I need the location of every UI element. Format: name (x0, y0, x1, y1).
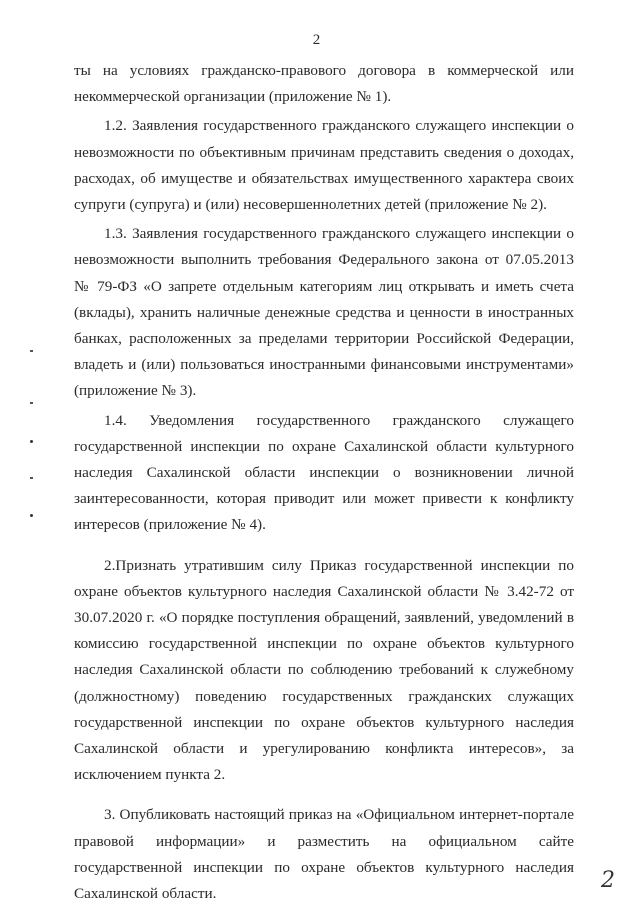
paragraph-1-3: 1.3. Заявления государственного гражданского служащего инспекции о невозможности выполнить требования Федерального закона от 07.05.2013 № 79-ФЗ «О запрете отдельным категориям лиц открывать и иметь счета (вклады), хранить наличные денежные средства и ценности в иностранных банках, расположенных за пределами территории Российской Федерации, владеть и (или) пользоваться иностранными финансовыми инструментами» (приложение № 3). (74, 225, 574, 400)
margin-dot (30, 514, 33, 517)
margin-dot (30, 440, 33, 443)
page-number: 2 (312, 32, 321, 48)
paragraph-2: 2.Признать утратившим силу Приказ государственной инспекции по охране объектов культурного наследия Сахалинской области № 3.42-72 от 30.07.2020 г. «О порядке поступления обращений, заявлений, уведомлений в комиссию государственной инспекции по охране объектов культурного наследия Сахалинской области по соблюдению требований к служебному (должностному) поведению государственных гражданских служащих государственной инспекции по охране объектов культурного наследия Сахалинской области и урегулированию конфликта интересов», за исключением пункта 2. (74, 556, 574, 784)
margin-mark (30, 402, 33, 404)
paragraph-continuation: ты на условиях гражданско-правового договора в коммерческой или некоммерческой организации (приложение № 1). (74, 62, 574, 106)
document-body (74, 58, 574, 910)
margin-mark (30, 477, 33, 479)
handwritten-page-mark: 2 (601, 868, 615, 893)
paragraph-1-2: 1.2. Заявления государственного гражданского служащего инспекции о невозможности по объективным причинам представить сведения о доходах, расходах, об имуществе и обязательствах имущественного характера своих супруги (супруга) и (или) несовершеннолетних детей (приложение № 2). (74, 117, 574, 214)
margin-mark (30, 350, 33, 352)
paragraph-1-4: 1.4. Уведомления государственного гражданского служащего государственной инспекции по охране Сахалинской области культурного наследия Сахалинской области инспекции о возникновении личной заинтересованности, которая приводит или может привести к конфликту интересов (приложение № 4). (74, 411, 574, 534)
paragraph-3: 3. Опубликовать настоящий приказ на «Официальном интернет-портале правовой информации» и разместить на официальном сайте государственной инспекции по охране объектов культурного наследия Сахалинской области. (74, 806, 574, 903)
